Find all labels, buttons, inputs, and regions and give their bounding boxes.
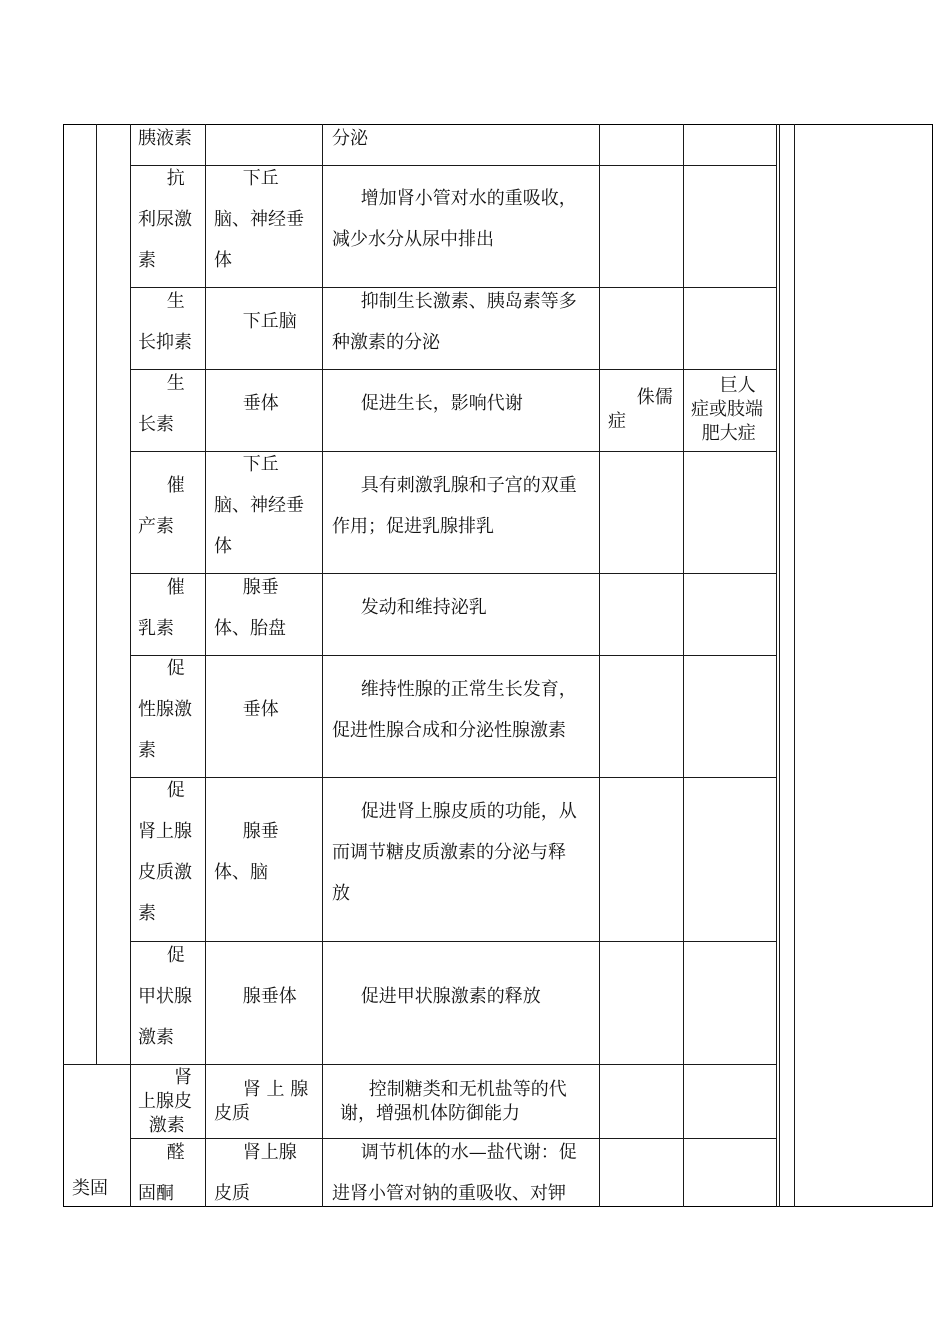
- hormone-name: [138, 935, 192, 1058]
- secretion-site: [214, 811, 279, 893]
- hormone-name: [138, 363, 185, 445]
- category-label: [72, 1168, 108, 1209]
- name-line: 性腺激: [138, 699, 192, 720]
- row-sep: [130, 777, 777, 778]
- site-line: 肾 上 腺: [242, 1079, 309, 1100]
- hormone-function: [332, 118, 368, 159]
- deficiency-disease: [608, 386, 673, 434]
- function-text: 分泌: [332, 128, 368, 149]
- table-left-border: [63, 124, 64, 1207]
- site-line: 垂体: [242, 393, 279, 414]
- function-line: 进肾小管对钠的重吸收、对钾: [332, 1183, 566, 1204]
- hormone-function: [332, 465, 577, 547]
- site-line: 体、胎盘: [214, 618, 286, 639]
- function-line: 放: [332, 883, 350, 904]
- function-line: 抑制生长激素、胰岛素等多: [360, 291, 577, 312]
- name-line: 生: [166, 373, 185, 394]
- name-line: 素: [138, 740, 156, 761]
- function-line: 促进肾上腺皮质的功能，从: [360, 801, 577, 822]
- table-right-border: [932, 124, 933, 1207]
- category-text: 类固: [72, 1178, 108, 1199]
- secretion-site: [214, 1132, 297, 1214]
- secretion-site: [214, 976, 297, 1017]
- hormone-function: [332, 1132, 577, 1214]
- name-line: 固酮: [138, 1183, 174, 1204]
- hormone-function: [332, 587, 487, 628]
- function-line: 促进性腺合成和分泌性腺激素: [332, 720, 566, 741]
- secretion-site: [214, 383, 279, 424]
- function-line: 调节机体的水—盐代谢：促: [360, 1142, 577, 1163]
- name-text: 胰液素: [138, 128, 192, 149]
- site-line: 垂体: [242, 699, 279, 720]
- site-line: 皮质: [214, 1103, 250, 1124]
- site-line: 体、脑: [214, 862, 268, 883]
- inner-rail-1: [96, 124, 97, 1064]
- name-line: 利尿激: [138, 209, 192, 230]
- secretion-site: [214, 444, 304, 567]
- deficiency-line: 症: [608, 411, 626, 432]
- hormone-function: [332, 791, 577, 914]
- function-line: 促进生长，影响代谢: [360, 393, 523, 414]
- site-line: 下丘: [242, 454, 279, 475]
- name-line: 生: [166, 291, 185, 312]
- name-line: 素: [138, 250, 156, 271]
- excess-disease: [691, 374, 763, 446]
- hormone-name: [138, 648, 192, 771]
- hormone-name: [138, 567, 185, 649]
- function-line: 谢，增强机体防御能力: [340, 1103, 520, 1124]
- name-line: 醛: [166, 1142, 185, 1163]
- row-sep: [130, 369, 777, 370]
- hormone-name: [138, 770, 192, 934]
- secretion-site: [214, 567, 286, 649]
- secretion-site: [214, 158, 304, 281]
- function-line: 种激素的分泌: [332, 332, 440, 353]
- table-top-border: [63, 124, 933, 125]
- row-sep: [130, 655, 777, 656]
- function-line: 作用；促进乳腺排乳: [332, 516, 494, 537]
- secretion-site: [214, 301, 297, 342]
- hormone-function: [332, 178, 577, 260]
- function-line: 减少水分从尿中排出: [332, 229, 494, 250]
- outer-rail-1: [779, 124, 780, 1207]
- name-line: 长素: [138, 414, 174, 435]
- hormone-name: [138, 1132, 185, 1214]
- name-line: 抗: [166, 168, 185, 189]
- site-line: 下丘脑: [242, 311, 297, 332]
- site-line: 肾上腺: [242, 1142, 297, 1163]
- name-line: 产素: [138, 516, 174, 537]
- name-line: 促: [166, 658, 185, 679]
- function-line: 增加肾小管对水的重吸收，: [360, 188, 577, 209]
- site-line: 腺垂: [242, 821, 279, 842]
- outer-rail-2: [794, 124, 795, 1207]
- row-sep-category: [63, 1064, 777, 1065]
- hormone-name: [138, 465, 185, 547]
- secretion-site: [214, 1078, 308, 1126]
- name-line: 甲状腺: [138, 986, 192, 1007]
- name-line: 上腺皮: [138, 1091, 192, 1112]
- name-line: 皮质激: [138, 862, 192, 883]
- site-line: 脑、神经垂: [214, 209, 304, 230]
- hormone-function: [332, 281, 577, 363]
- hormone-function: [332, 669, 577, 751]
- name-line: 素: [138, 903, 156, 924]
- hormone-name: [138, 158, 192, 281]
- excess-line: 巨人: [719, 375, 756, 396]
- site-line: 体: [214, 536, 232, 557]
- function-line: 促进甲状腺激素的释放: [360, 986, 541, 1007]
- hormone-function: [340, 1078, 567, 1126]
- site-line: 腺垂体: [242, 986, 297, 1007]
- function-line: 维持性腺的正常生长发育，: [360, 679, 577, 700]
- function-line: 控制糖类和无机盐等的代: [368, 1079, 567, 1100]
- row-sep: [130, 941, 777, 942]
- name-line: 激素: [148, 1115, 185, 1136]
- site-line: 腺垂: [242, 577, 279, 598]
- function-line: 而调节糖皮质激素的分泌与释: [332, 842, 566, 863]
- name-line: 长抑素: [138, 332, 192, 353]
- excess-line: 肥大症: [701, 423, 756, 444]
- function-line: 具有刺激乳腺和子宫的双重: [360, 475, 577, 496]
- name-line: 促: [166, 945, 185, 966]
- name-line: 肾上腺: [138, 821, 192, 842]
- name-line: 激素: [138, 1027, 174, 1048]
- name-line: 肾: [174, 1067, 192, 1088]
- site-line: 体: [214, 250, 232, 271]
- hormone-name: [138, 118, 192, 159]
- hormone-name: [138, 281, 192, 363]
- function-line: 发动和维持泌乳: [360, 597, 487, 618]
- hormone-name: [138, 1066, 192, 1138]
- name-line: 乳素: [138, 618, 174, 639]
- deficiency-line: 侏儒: [636, 387, 673, 408]
- site-line: 下丘: [242, 168, 279, 189]
- name-line: 促: [166, 780, 185, 801]
- secretion-site: [214, 689, 279, 730]
- name-line: 催: [166, 475, 185, 496]
- site-line: 皮质: [214, 1183, 250, 1204]
- name-line: 催: [166, 577, 185, 598]
- hormone-function: [332, 976, 541, 1017]
- site-line: 脑、神经垂: [214, 495, 304, 516]
- hormone-function: [332, 383, 523, 424]
- excess-line: 症或肢端: [691, 399, 763, 420]
